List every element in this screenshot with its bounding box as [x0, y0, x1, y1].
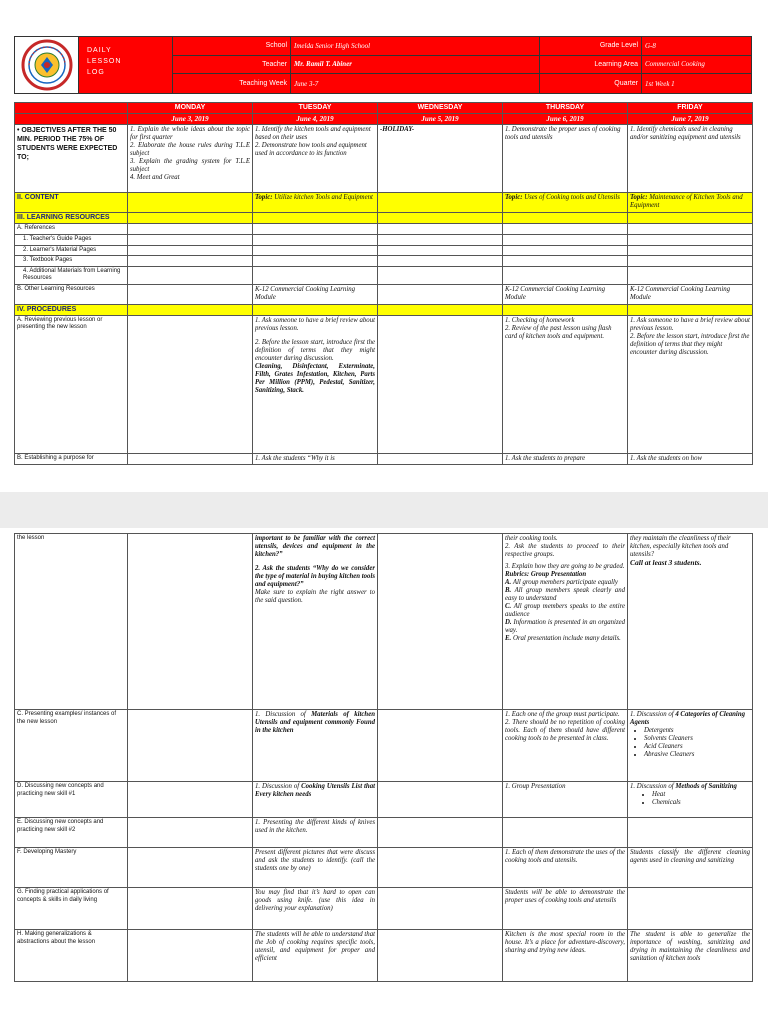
- objectives-tuesday: 1. Identify the kitchen tools and equipment based on their uses 2. Demonstrate how tools and equipment used in accordance to its function: [253, 125, 378, 193]
- objectives-row: [15, 125, 753, 193]
- grade-label: Grade Level: [540, 37, 642, 56]
- days-header-row: [15, 103, 753, 114]
- learning-resources-row: [15, 213, 753, 224]
- other-resources-friday: K-12 Commercial Cooking Learning Module: [628, 284, 753, 304]
- day-wednesday: WEDNESDAY: [378, 103, 503, 114]
- lesson-log-table-page-2: [14, 533, 753, 982]
- date-monday: June 3, 2019: [128, 114, 253, 125]
- date-friday: June 7, 2019: [628, 114, 753, 125]
- cleaning-agents-list: • Detergents • Solvents Cleaners • Acid Cleaners • Abrasive Cleaners: [644, 727, 750, 759]
- new-concepts-2-label: E. Discussing new concepts and practicing new skill #2: [15, 818, 128, 848]
- dates-row: [15, 114, 753, 125]
- day-friday: FRIDAY: [628, 103, 753, 114]
- new-concepts-1-friday: 1. Discussion of Methods of Sanitizing • Heat • Chemicals: [628, 782, 753, 818]
- date-wednesday: June 5, 2019: [378, 114, 503, 125]
- day-tuesday: TUESDAY: [253, 103, 378, 114]
- references-label: A. References: [15, 224, 128, 235]
- page-2: [0, 528, 768, 1024]
- content-thursday: Topic: Uses of Cooking tools and Utensils: [503, 193, 628, 213]
- objectives-monday: 1. Explain the whole ideas about the topic for first quarter 2. Elaborate the house rules during T.L.E subject 3. Explain the grading system for T.L.E subject 4. Meet and Great: [128, 125, 253, 193]
- learning-resources-label: III. LEARNING RESOURCES: [15, 213, 128, 224]
- school-value: Imelda Senior High School: [291, 37, 540, 56]
- additional-materials-row: [15, 266, 753, 284]
- other-resources-thursday: K-12 Commercial Cooking Learning Module: [503, 284, 628, 304]
- header-block: [14, 36, 752, 94]
- content-row: [15, 193, 753, 213]
- header-info-grid: [173, 37, 751, 93]
- generalizations-label: H. Making generalizations & abstractions about the lesson: [15, 930, 128, 982]
- reviewing-lesson-friday: 1. Ask someone to have a brief review about previous lesson. 2. Before the lesson start, introduce first the definition of terms that they might encounter during discussion.: [628, 315, 753, 453]
- content-label: II. CONTENT: [15, 193, 128, 213]
- establishing-purpose-cont-tuesday: important to be familiar with the correct utensils, devices and equipment in the kitchen?” 2. Ask the students “Why do we consider the type of material in buying kitchen tools and equipment?” Make sure to explain the right answer to the said question.: [253, 534, 378, 710]
- other-resources-row: [15, 284, 753, 304]
- reviewing-lesson-label: A. Reviewing previous lesson or presenting the new lesson: [15, 315, 128, 453]
- content-tuesday: Topic: Utilize kitchen Tools and Equipment: [253, 193, 378, 213]
- area-value: Commercial Cooking: [642, 56, 751, 75]
- presenting-examples-friday: 1. Discussion of 4 Categories of Cleaning Agents • Detergents • Solvents Cleaners • Acid Cleaners • Abrasive Cleaners: [628, 710, 753, 782]
- new-concepts-1-tuesday: 1. Discussion of Cooking Utensils List that Every kitchen needs: [253, 782, 378, 818]
- generalizations-row: [15, 930, 753, 982]
- quarter-value: 1st Week 1: [642, 74, 751, 93]
- practical-applications-thursday: Students will be able to demonstrate the proper uses of cooking tools and utensils: [503, 888, 628, 930]
- procedures-label: IV. PROCEDURES: [15, 304, 128, 315]
- page-1: [0, 0, 768, 492]
- establishing-purpose-tuesday: 1. Ask the students “Why it is: [253, 453, 378, 464]
- new-concepts-1-thursday: 1. Group Presentation: [503, 782, 628, 818]
- establishing-purpose-row: [15, 453, 753, 464]
- generalizations-friday: The student is able to generalize the importance of washing, sanitizing and drying in maintaining the cleanliness and sanitation of kitchen tools: [628, 930, 753, 982]
- content-friday: Topic: Maintenance of Kitchen Tools and Equipment: [628, 193, 753, 213]
- developing-mastery-label: F. Developing Mastery: [15, 848, 128, 888]
- new-concepts-2-tuesday: 1. Presenting the different kinds of knives used in the kitchen.: [253, 818, 378, 848]
- daily-lesson-log-title: DAILY LESSON LOG: [79, 37, 173, 93]
- reviewing-lesson-tuesday: 1. Ask someone to have a brief review about previous lesson. 2. Before the lesson start, introduce first the definition of terms that they might encounter during discussion. Cleaning, Disinfectant, Exterminate, Filth, Grates Infestation, Kitchen, Parts Per Million (PPM), Pedestal, Sanitizer, Sanitizing, Stack.: [253, 315, 378, 453]
- dates-corner: [15, 114, 128, 125]
- reviewing-lesson-thursday: 1. Checking of homework 2. Review of the past lesson using flash card of kitchen tools and equipment.: [503, 315, 628, 453]
- learners-material-label: 2. Learner's Material Pages: [15, 245, 128, 256]
- developing-mastery-row: [15, 848, 753, 888]
- generalizations-tuesday: The students will be able to understand that the Job of cooking requires specific tools, utensil, and equipment for proper and efficient: [253, 930, 378, 982]
- objectives-friday: 1. Identify chemicals used in cleaning and/or sanitizing equipment and utensils: [628, 125, 753, 193]
- sanitizing-methods-list: • Heat • Chemicals: [652, 791, 750, 807]
- week-value: June 3-7: [291, 74, 540, 93]
- other-resources-label: B. Other Learning Resources: [15, 284, 128, 304]
- school-label: School: [173, 37, 291, 56]
- textbook-pages-label: 3. Textbook Pages: [15, 256, 128, 267]
- teachers-guide-label: 1. Teacher's Guide Pages: [15, 235, 128, 246]
- date-tuesday: June 4, 2019: [253, 114, 378, 125]
- generalizations-thursday: Kitchen is the most special room in the house. It’s a place for adventure-discovery, sharing and trying new ideas.: [503, 930, 628, 982]
- establishing-purpose-cont-friday: they maintain the cleanliness of their kitchen, especially kitchen tools and utensils? Call at least 3 students.: [628, 534, 753, 710]
- developing-mastery-friday: Students classify the different cleaning agents used in cleaning and sanitizing: [628, 848, 753, 888]
- days-corner: [15, 103, 128, 114]
- objectives-label: • OBJECTIVES AFTER THE 50 MIN. PERIOD THE 75% OF STUDENTS WERE EXPECTED TO;: [15, 125, 128, 193]
- establishing-purpose-friday: 1. Ask the students on how: [628, 453, 753, 464]
- new-concepts-2-row: [15, 818, 753, 848]
- objectives-thursday: 1. Demonstrate the proper uses of cooking tools and utensils: [503, 125, 628, 193]
- school-seal-logo: [15, 37, 79, 93]
- day-monday: MONDAY: [128, 103, 253, 114]
- practical-applications-row: [15, 888, 753, 930]
- establishing-purpose-cont-label: the lesson: [15, 534, 128, 710]
- developing-mastery-tuesday: Present different pictures that were discuss and ask the students to identify. (call the students one by one): [253, 848, 378, 888]
- objectives-wednesday: -HOLIDAY-: [378, 125, 503, 193]
- practical-applications-tuesday: You may find that it’s hard to open can goods using knife. (use this idea in delivering your explanation): [253, 888, 378, 930]
- practical-applications-label: G. Finding practical applications of concepts & skills in daily living: [15, 888, 128, 930]
- developing-mastery-thursday: 1. Each of them demonstrate the uses of the cooking tools and utensils.: [503, 848, 628, 888]
- reviewing-lesson-row: [15, 315, 753, 453]
- textbook-pages-row: [15, 256, 753, 267]
- grade-value: G-8: [642, 37, 751, 56]
- other-resources-tuesday: K-12 Commercial Cooking Learning Module: [253, 284, 378, 304]
- presenting-examples-tuesday: 1. Discussion of Materials of kitchen Utensils and equipment commonly Found in the kitchen: [253, 710, 378, 782]
- presenting-examples-thursday: 1. Each one of the group must participate. 2. There should be no repetition of cooking tools. Each of them should have different cooking tools to be presented in class.: [503, 710, 628, 782]
- establishing-purpose-cont-thursday: their cooking tools. 2. Ask the students to proceed to their respective groups. 3. Explain how they are going to be graded. Rubrics: Group Presentation A. All group members participate equally B. All group members speak clearly and easy to understand C. All group members speaks to the entire audience D. Information is presented in an organized way. E. Oral presentation include many details.: [503, 534, 628, 710]
- week-label: Teaching Week: [173, 74, 291, 93]
- quarter-label: Quarter: [540, 74, 642, 93]
- lesson-log-table-page-1: [14, 102, 753, 465]
- new-concepts-1-row: [15, 782, 753, 818]
- establishing-purpose-cont-row: [15, 534, 753, 710]
- teachers-guide-row: [15, 235, 753, 246]
- page-gap: [0, 492, 768, 528]
- references-row: [15, 224, 753, 235]
- procedures-row: [15, 304, 753, 315]
- teacher-value: Mr. Ramil T. Abiner: [291, 56, 540, 75]
- new-concepts-1-label: D. Discussing new concepts and practicing new skill #1: [15, 782, 128, 818]
- date-thursday: June 6, 2019: [503, 114, 628, 125]
- learners-material-row: [15, 245, 753, 256]
- establishing-purpose-thursday: 1. Ask the students to prepare: [503, 453, 628, 464]
- presenting-examples-row: [15, 710, 753, 782]
- presenting-examples-label: C. Presenting examples/ instances of the new lesson: [15, 710, 128, 782]
- teacher-label: Teacher: [173, 56, 291, 75]
- establishing-purpose-label: B. Establishing a purpose for: [15, 453, 128, 464]
- area-label: Learning Area: [540, 56, 642, 75]
- additional-materials-label: 4. Additional Materials from Learning Resources: [15, 266, 128, 284]
- day-thursday: THURSDAY: [503, 103, 628, 114]
